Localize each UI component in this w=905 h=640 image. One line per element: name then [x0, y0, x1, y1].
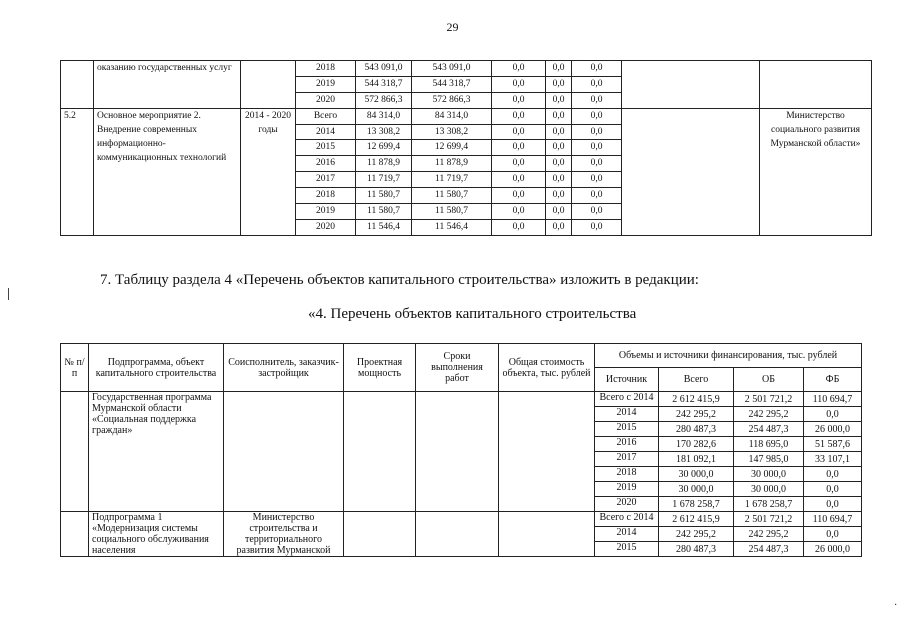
value-cell: 543 091,0 — [356, 61, 412, 77]
value-cell: 33 107,1 — [804, 452, 862, 467]
value-cell: 0,0 — [804, 497, 862, 512]
value-cell: 2017 — [296, 172, 356, 188]
value-cell: 0,0 — [546, 108, 572, 124]
value-cell: 11 719,7 — [412, 172, 492, 188]
value-cell: 254 487,3 — [734, 542, 804, 557]
table-row — [61, 61, 872, 77]
value-cell: 2 501 721,2 — [734, 392, 804, 407]
value-cell: 0,0 — [492, 156, 546, 172]
value-cell: 118 695,0 — [734, 437, 804, 452]
value-cell: 2 612 415,9 — [659, 512, 734, 527]
value-cell: 181 092,1 — [659, 452, 734, 467]
item-period-cell — [241, 61, 296, 109]
value-cell: 2 612 415,9 — [659, 392, 734, 407]
value-cell: 11 878,9 — [356, 156, 412, 172]
value-cell: 170 282,6 — [659, 437, 734, 452]
blank-cell — [622, 61, 760, 109]
value-cell: 11 580,7 — [412, 204, 492, 220]
value-cell: 2019 — [296, 204, 356, 220]
num-cell — [61, 512, 89, 557]
value-cell: 26 000,0 — [804, 422, 862, 437]
value-cell: 30 000,0 — [734, 482, 804, 497]
value-cell: 12 699,4 — [356, 140, 412, 156]
value-cell: 2020 — [296, 92, 356, 108]
value-cell: 0,0 — [492, 124, 546, 140]
value-cell: 0,0 — [572, 172, 622, 188]
value-cell: 0,0 — [492, 188, 546, 204]
header-name: Подпрограмма, объект капитального строительства — [89, 344, 224, 392]
table-row — [61, 392, 862, 407]
header-capacity: Проектная мощность — [344, 344, 416, 392]
program-table — [60, 60, 872, 236]
value-cell: 0,0 — [492, 140, 546, 156]
value-cell: 1 678 258,7 — [734, 497, 804, 512]
source-cell: 2015 — [595, 422, 659, 437]
value-cell: 2015 — [296, 140, 356, 156]
page-number: 29 — [446, 20, 459, 34]
header-all: Всего — [659, 368, 734, 392]
value-cell: 0,0 — [492, 204, 546, 220]
value-cell: 280 487,3 — [659, 542, 734, 557]
table-row — [61, 108, 872, 124]
value-cell: 0,0 — [546, 188, 572, 204]
value-cell: 254 487,3 — [734, 422, 804, 437]
value-cell: 0,0 — [546, 140, 572, 156]
value-cell: 0,0 — [804, 467, 862, 482]
value-cell: 11 878,9 — [412, 156, 492, 172]
section-title: «4. Перечень объектов капитального строительства — [308, 306, 637, 322]
value-cell: 0,0 — [572, 219, 622, 235]
value-cell: 242 295,2 — [659, 527, 734, 542]
terms-cell — [416, 392, 499, 512]
value-cell: 0,0 — [572, 92, 622, 108]
value-cell: 0,0 — [546, 92, 572, 108]
item-number-cell — [61, 61, 94, 109]
value-cell: 13 308,2 — [412, 124, 492, 140]
item-name-cell: оказанию государственных услуг — [94, 61, 241, 109]
value-cell: 0,0 — [572, 204, 622, 220]
value-cell: 0,0 — [572, 76, 622, 92]
item-period-cell: 2014 - 2020 годы — [241, 108, 296, 235]
value-cell: 0,0 — [546, 156, 572, 172]
value-cell: 0,0 — [572, 61, 622, 77]
value-cell: 544 318,7 — [356, 76, 412, 92]
source-cell: Всего с 2014 — [595, 392, 659, 407]
value-cell: Всего — [296, 108, 356, 124]
value-cell: 2018 — [296, 188, 356, 204]
value-cell: 543 091,0 — [412, 61, 492, 77]
source-cell: 2017 — [595, 452, 659, 467]
value-cell: 0,0 — [492, 76, 546, 92]
source-cell: 2020 — [595, 497, 659, 512]
value-cell: 0,0 — [546, 219, 572, 235]
value-cell: 1 678 258,7 — [659, 497, 734, 512]
value-cell: 110 694,7 — [804, 512, 862, 527]
value-cell: 110 694,7 — [804, 392, 862, 407]
coexecutor-cell: Министерство строительства и территориального развития Мурманской — [224, 512, 344, 557]
margin-mark — [8, 288, 9, 300]
value-cell: 0,0 — [492, 92, 546, 108]
value-cell: 242 295,2 — [734, 407, 804, 422]
value-cell: 11 719,7 — [356, 172, 412, 188]
value-cell: 2018 — [296, 61, 356, 77]
header-financing: Объемы и источники финансирования, тыс. рублей — [595, 344, 862, 368]
value-cell: 0,0 — [572, 156, 622, 172]
value-cell: 0,0 — [492, 219, 546, 235]
value-cell: 0,0 — [546, 124, 572, 140]
capacity-cell — [344, 392, 416, 512]
page-dot: · — [894, 600, 898, 611]
object-name-cell: Подпрограмма 1 «Модернизация системы социального обслуживания населения — [89, 512, 224, 557]
total-cost-cell — [499, 392, 595, 512]
value-cell: 0,0 — [492, 61, 546, 77]
item-name-cell: Основное мероприятие 2. Внедрение современных информационно-коммуникационных технологий — [94, 108, 241, 235]
header-coexecutor: Соисполнитель, заказчик-застройщик — [224, 344, 344, 392]
num-cell — [61, 392, 89, 512]
value-cell: 544 318,7 — [412, 76, 492, 92]
source-cell: 2018 — [595, 467, 659, 482]
value-cell: 84 314,0 — [412, 108, 492, 124]
program-table-body — [61, 61, 872, 236]
capacity-cell — [344, 512, 416, 557]
value-cell: 0,0 — [492, 172, 546, 188]
header-terms: Сроки выполнения работ — [416, 344, 499, 392]
executor-cell: Министерство социального развития Мурманской области» — [760, 108, 872, 235]
value-cell: 0,0 — [804, 527, 862, 542]
item-number-cell: 5.2 — [61, 108, 94, 235]
value-cell: 0,0 — [572, 124, 622, 140]
construction-objects-table — [60, 343, 862, 557]
coexecutor-cell — [224, 392, 344, 512]
value-cell: 280 487,3 — [659, 422, 734, 437]
value-cell: 147 985,0 — [734, 452, 804, 467]
source-cell: 2014 — [595, 527, 659, 542]
value-cell: 12 699,4 — [412, 140, 492, 156]
source-cell: 2016 — [595, 437, 659, 452]
value-cell: 572 866,3 — [356, 92, 412, 108]
value-cell: 26 000,0 — [804, 542, 862, 557]
value-cell: 84 314,0 — [356, 108, 412, 124]
instruction-paragraph: 7. Таблицу раздела 4 «Перечень объектов капитального строительства» изложить в редакции: — [100, 272, 699, 288]
object-name-cell: Государственная программа Мурманской области «Социальная поддержка граждан» — [89, 392, 224, 512]
value-cell: 30 000,0 — [734, 467, 804, 482]
value-cell: 0,0 — [804, 482, 862, 497]
executor-cell — [760, 61, 872, 109]
value-cell: 2016 — [296, 156, 356, 172]
terms-cell — [416, 512, 499, 557]
value-cell: 0,0 — [546, 172, 572, 188]
source-cell: 2014 — [595, 407, 659, 422]
header-total-cost: Общая стоимость объекта, тыс. рублей — [499, 344, 595, 392]
value-cell: 11 546,4 — [356, 219, 412, 235]
value-cell: 11 580,7 — [356, 204, 412, 220]
value-cell: 0,0 — [546, 76, 572, 92]
value-cell: 0,0 — [804, 407, 862, 422]
table-row — [61, 512, 862, 527]
blank-cell — [622, 108, 760, 235]
value-cell: 0,0 — [572, 188, 622, 204]
value-cell: 242 295,2 — [734, 527, 804, 542]
value-cell: 51 587,6 — [804, 437, 862, 452]
value-cell: 0,0 — [546, 61, 572, 77]
value-cell: 30 000,0 — [659, 467, 734, 482]
value-cell: 242 295,2 — [659, 407, 734, 422]
value-cell: 0,0 — [546, 204, 572, 220]
value-cell: 2019 — [296, 76, 356, 92]
value-cell: 11 580,7 — [356, 188, 412, 204]
value-cell: 0,0 — [572, 140, 622, 156]
value-cell: 11 546,4 — [412, 219, 492, 235]
header-source: Источник — [595, 368, 659, 392]
construction-table-body — [61, 392, 862, 557]
source-cell: 2015 — [595, 542, 659, 557]
value-cell: 0,0 — [572, 108, 622, 124]
value-cell: 0,0 — [492, 108, 546, 124]
source-cell: 2019 — [595, 482, 659, 497]
header-ob: ОБ — [734, 368, 804, 392]
value-cell: 11 580,7 — [412, 188, 492, 204]
value-cell: 2 501 721,2 — [734, 512, 804, 527]
header-fb: ФБ — [804, 368, 862, 392]
source-cell: Всего с 2014 — [595, 512, 659, 527]
value-cell: 2014 — [296, 124, 356, 140]
value-cell: 13 308,2 — [356, 124, 412, 140]
value-cell: 2020 — [296, 219, 356, 235]
value-cell: 30 000,0 — [659, 482, 734, 497]
value-cell: 572 866,3 — [412, 92, 492, 108]
total-cost-cell — [499, 512, 595, 557]
header-num: № п/п — [61, 344, 89, 392]
